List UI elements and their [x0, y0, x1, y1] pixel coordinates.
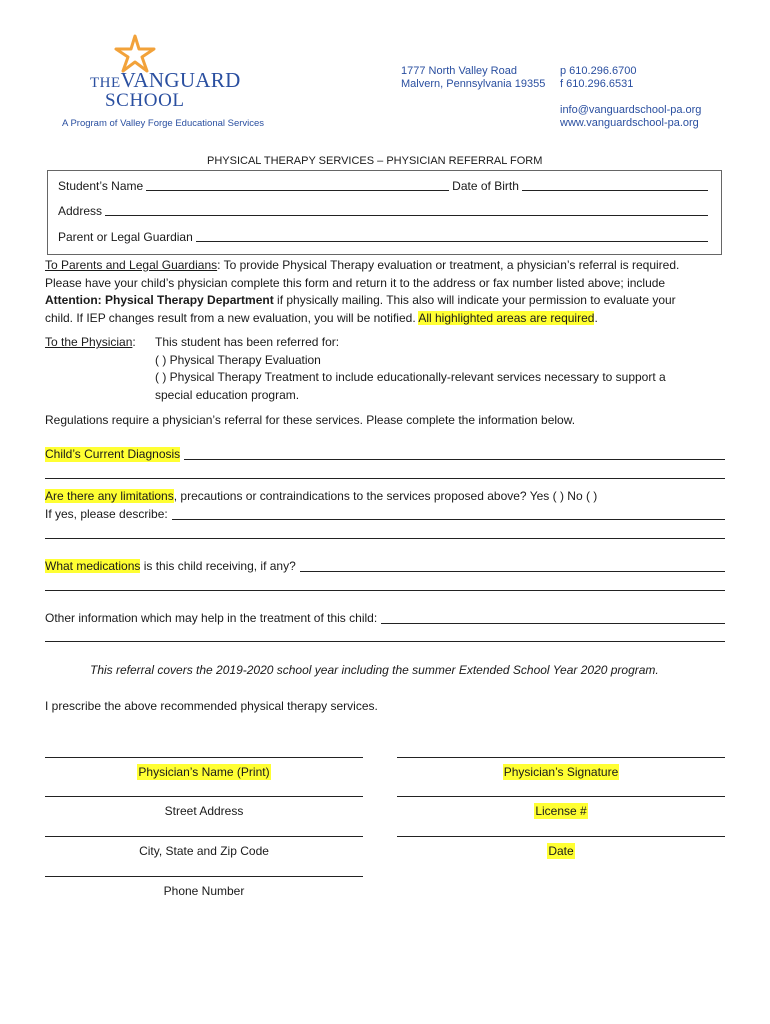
phone-number: p 610.296.6700 — [560, 65, 637, 77]
website-link[interactable]: www.vanguardschool-pa.org — [560, 117, 699, 129]
diagnosis-field-line2[interactable] — [45, 478, 725, 479]
physician-signature-label: Physician’s Signature — [503, 765, 619, 779]
logo-the: THE — [90, 75, 121, 91]
referral-intro: This student has been referred for: — [155, 335, 340, 349]
contact-address — [401, 65, 545, 91]
address-field[interactable] — [105, 214, 708, 216]
contact-phone — [560, 65, 636, 91]
parents-heading: To Parents and Legal Guardians — [45, 258, 218, 272]
date-block — [397, 836, 725, 859]
diagnosis-field[interactable] — [184, 458, 725, 460]
other-info-field-line2[interactable] — [45, 641, 725, 642]
logo-tagline: A Program of Valley Forge Educational Services — [62, 118, 265, 129]
street-address-block — [45, 796, 363, 819]
guardian-label: Parent or Legal Guardian — [58, 230, 193, 244]
prescribe-statement: I prescribe the above recommended physical therapy services. — [45, 699, 378, 713]
regulations-text: Regulations require a physician’s referral for these services. Please complete the information below. — [45, 413, 576, 427]
city-state-block — [45, 836, 363, 859]
dob-label: Date of Birth — [452, 179, 519, 193]
phone-number-label: Phone Number — [163, 884, 245, 898]
medications-field[interactable] — [300, 570, 725, 572]
student-name-field[interactable] — [146, 189, 449, 191]
address-line2: Malvern, Pennsylvania 19355 — [401, 78, 546, 90]
parents-line2: Please have your child’s physician complete this form and return it to the address or fax number listed above; include — [45, 275, 666, 290]
city-state-zip-line[interactable] — [45, 836, 363, 837]
signature-right-column — [397, 757, 725, 780]
street-address-label: Street Address — [164, 804, 244, 818]
phone-block — [45, 876, 363, 899]
physician-heading-colon: : — [132, 335, 136, 349]
physician-heading: To the Physician — [45, 335, 133, 349]
school-logo — [62, 34, 285, 134]
coverage-note: This referral covers the 2019-2020 school year including the summer Extended School Year 2020 program. — [90, 663, 659, 677]
license-block — [397, 796, 725, 819]
date-label: Date — [548, 844, 574, 858]
contact-online — [560, 104, 701, 130]
dob-field[interactable] — [522, 189, 708, 191]
license-line[interactable] — [397, 796, 725, 797]
fax-number: f 610.296.6531 — [560, 78, 634, 90]
logo-school: SCHOOL — [105, 90, 185, 111]
attention-text: Attention: Physical Therapy Department — [45, 293, 274, 307]
parents-line4: child. If IEP changes result from a new evaluation, you will be notified. — [45, 310, 419, 325]
address-label: Address — [58, 204, 103, 218]
option-treatment[interactable]: ( ) Physical Therapy Treatment to include educationally-relevant services necessary to support a — [155, 370, 666, 384]
medications-question: is this child receiving, if any? — [140, 559, 296, 573]
physician-signature-line[interactable] — [397, 757, 725, 758]
physician-name-label: Physician’s Name (Print) — [138, 765, 270, 779]
date-line[interactable] — [397, 836, 725, 837]
other-info-label: Other information which may help in the treatment of this child: — [45, 611, 378, 625]
describe-field-line2[interactable] — [45, 538, 725, 539]
guardian-field[interactable] — [196, 240, 708, 242]
limitations-question[interactable]: , precautions or contraindications to the services proposed above? Yes ( ) No ( ) — [173, 489, 598, 503]
other-info-field[interactable] — [381, 622, 725, 624]
email-link[interactable]: info@vanguardschool-pa.org — [560, 104, 702, 116]
street-address-line[interactable] — [45, 796, 363, 797]
student-info-box — [47, 170, 722, 255]
medications-field-line2[interactable] — [45, 590, 725, 591]
physician-name-line[interactable] — [45, 757, 363, 758]
parents-line4-end: . — [594, 310, 598, 325]
form-title: PHYSICAL THERAPY SERVICES – PHYSICIAN REFERRAL FORM — [207, 155, 543, 167]
parents-note — [45, 257, 735, 327]
phone-number-line[interactable] — [45, 876, 363, 877]
address-line1: 1777 North Valley Road — [401, 65, 517, 77]
describe-label: If yes, please describe: — [45, 507, 168, 521]
student-name-label: Student’s Name — [58, 179, 144, 193]
diagnosis-label: Child’s Current Diagnosis — [45, 447, 181, 461]
option-evaluation[interactable]: ( ) Physical Therapy Evaluation — [155, 352, 321, 367]
license-label: License # — [535, 804, 587, 818]
medications-label: What medications — [45, 559, 141, 573]
required-note: All highlighted areas are required — [418, 310, 595, 325]
option-treatment-cont: special education program. — [155, 387, 300, 402]
city-state-zip-label: City, State and Zip Code — [139, 844, 269, 858]
describe-field[interactable] — [172, 518, 725, 520]
logo-vanguard: VANGUARD — [120, 68, 241, 92]
parents-line1: : To provide Physical Therapy evaluation or treatment, a physician’s referral is required. — [217, 258, 680, 272]
limitations-label: Are there any limitations — [45, 489, 174, 503]
parents-line3: if physically mailing. This also will indicate your permission to evaluate your — [273, 293, 676, 307]
signature-left-column — [45, 757, 363, 780]
